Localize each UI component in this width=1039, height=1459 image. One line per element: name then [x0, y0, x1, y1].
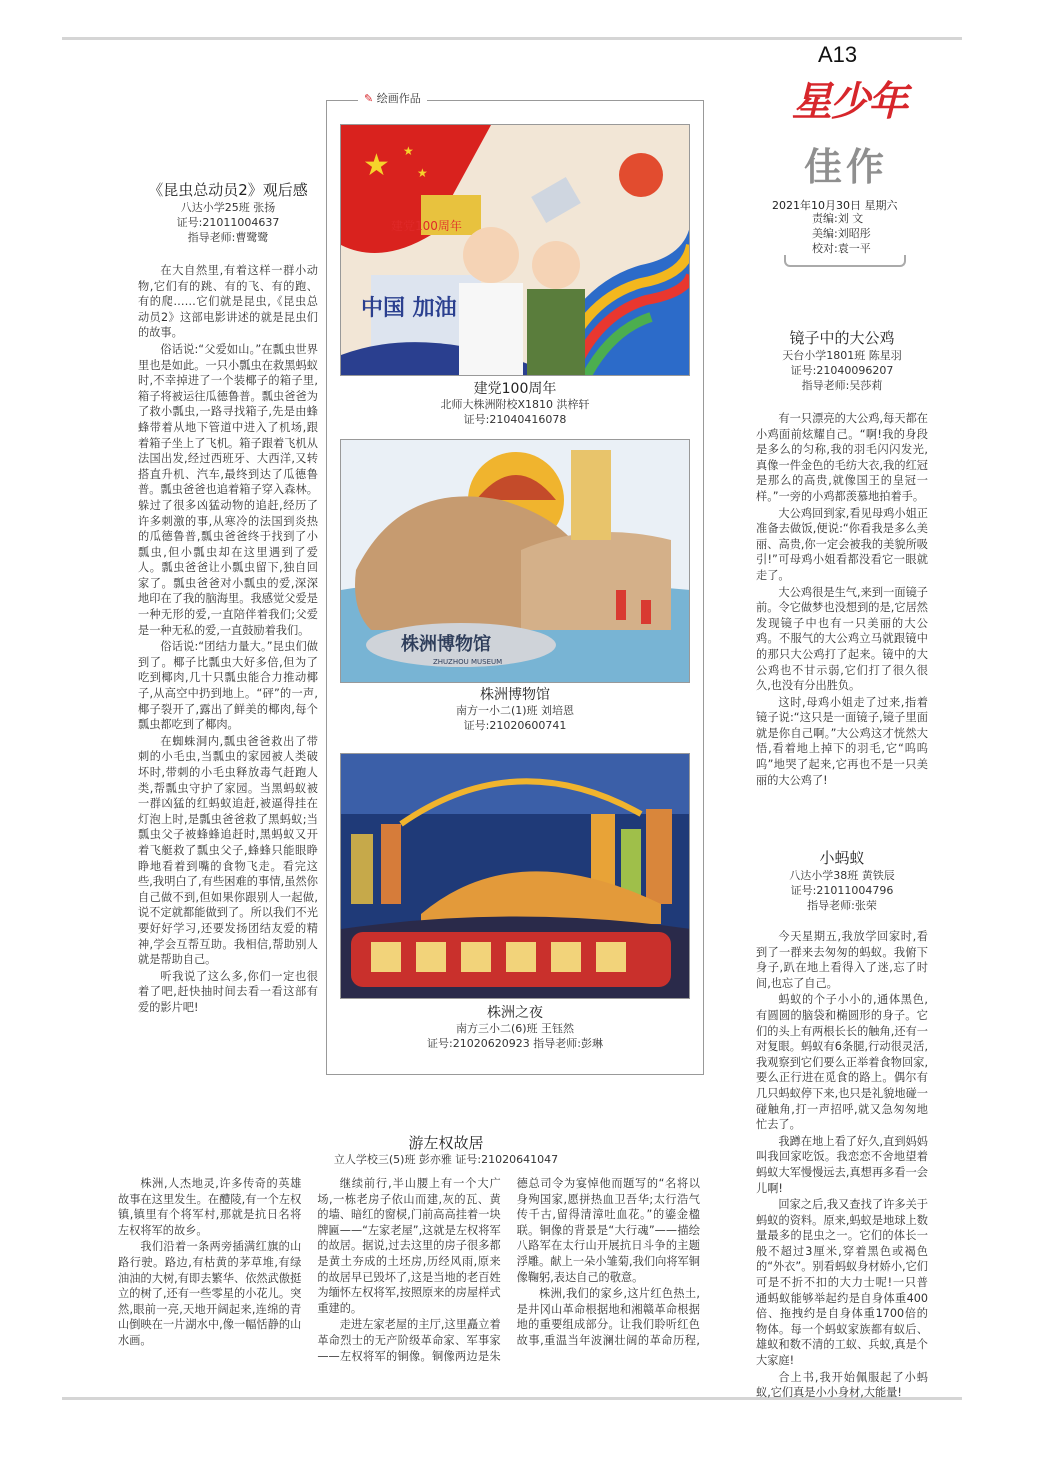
gallery-label-text: 绘画作品: [376, 92, 421, 105]
pencil-icon: ✎: [364, 92, 374, 105]
paragraph: 株洲,人杰地灵,许多传奇的英雄故事在这里发生。在醴陵,有一个左权镇,镇里有个将军村,那就是抗日名将左权将军的故乡。: [118, 1177, 302, 1237]
column-name: 佳作: [804, 145, 889, 189]
painting-author: 南方三小二(6)班 王钰然: [455, 1022, 575, 1035]
paragraph: 在大自然里,有着这样一群小动物,它们有的跳、有的飞、有的跑、有的爬……它们就是昆虫,《昆虫总动员2》这部电影讲述的就是昆虫们的故事。: [138, 264, 318, 340]
painting-title: 株洲博物馆: [480, 687, 550, 703]
painting-title: 株洲之夜: [487, 1005, 543, 1021]
page-number: A13: [818, 42, 858, 67]
article-zuoquan-title: 游左权故居: [408, 1134, 484, 1152]
paragraph: 俗话说:“团结力量大。”昆虫们做到了。椰子比瓢虫大好多倍,但为了吃到椰肉,几十只瓢虫能合力推动椰子,从高空中扔到地上。“砰”的一声,椰子裂开了,露出了鲜美的椰肉,每个瓢虫都吃到了椰肉。: [138, 640, 318, 732]
gallery-label: [358, 90, 427, 106]
paragraph: 在蜘蛛洞内,瓢虫爸爸救出了带刺的小毛虫,当瓢虫的家园被人类破坏时,带刺的小毛虫释放毒气赶跑人类,帮瓢虫守护了家园。当黑蚂蚁被一群凶猛的红蚂蚁追赶,被逼得挂在灯泡上时,是瓢虫爸爸救了黑蚂蚁;当瓢虫父子被蜂蜂追赶时,黑蚂蚁又开着飞艇救了瓢虫父子,蜂蜂只能眼睁睁地看着到嘴的食物飞走。看完这些,我明白了,有些困难的事情,虽然你自己做不到,但如果你跟别人一起做,说不定就都能做到了。所以我们不光要好好学习,还要发扬团结友爱的精神,学会互帮互助。我相信,帮助别人就是帮助自己。: [138, 734, 318, 967]
article-author: 天台小学1801班 陈星羽: [782, 349, 902, 362]
painting-party-centenary: [340, 124, 690, 376]
article-author: 八达小学25班 张扬: [180, 201, 276, 214]
paragraph: 继续前行,半山腰上有一个大广场,一栋老房子依山而建,灰的瓦、黄的墙、暗红的窗棂,门前高高挂着一块牌匾——“左家老屋”,这就是左权将军的故居。据说,过去这里的房子很多都是黄土夯成的土坯房,历经风雨,原来的故居早已毁坏了,这是当地的老百姓为缅怀左权将军,按照原来的房屋样式重建的。: [317, 1177, 501, 1315]
painting-banner-text: 建党100周年: [391, 219, 462, 233]
paragraph: 走进左家老屋的主厅,这里矗立着革命烈士的无产阶级革命家、军事家——左权将军的铜像。铜像两边是朱德总司令为宴悼他而题写的“名将以身殉国家,愿拼热血卫吾华;太行浩气传千古,留得清漳吐血花。”的鎏金楹联。铜像的背景是“大行魂”——描绘八路军在太行山开展抗日斗争的主题浮雕。献上一朵小雏菊,我们向将军铜像鞠躬,表达自己的敬意。: [317, 1177, 700, 1363]
article-author: 八达小学38班 黄铁辰: [789, 869, 895, 882]
paragraph: 这时,母鸡小姐走了过来,指着镜子说:“这只是一面镜子,镜子里面就是你自己啊。”大公鸡这才恍然大悟,看着地上掉下的羽毛,它“呜呜呜”地哭了起来,它再也不是一只美丽的大公鸡了!: [756, 695, 928, 787]
article-cert: 证号:21011004637: [176, 216, 280, 229]
article-cert: 证号:21011004796: [790, 884, 894, 897]
paragraph: 听我说了这么多,你们一定也很着了吧,赶快抽时间去看一看这部有爱的影片吧!: [138, 969, 318, 1014]
painting-sign-text: 株洲博物馆: [401, 634, 491, 655]
svg-text:★: ★: [403, 144, 414, 158]
brand-logo: 星少年: [792, 79, 906, 125]
article-title: 镜子中的大公鸡: [789, 329, 895, 347]
paragraph: 有一只漂亮的大公鸡,每天都在小鸡面前炫耀自己。“啊!我的身段是多么的匀称,我的羽毛闪闪发光,真像一件金色的毛纺大衣,我的红冠是那么的高贵,就像国王的皇冠一样。”一旁的小鸡都羡慕地拍着手。: [756, 412, 928, 503]
painting-zhuzhou-museum: [340, 439, 690, 683]
painting-title: 建党100周年: [473, 381, 557, 397]
article-body: [756, 411, 928, 788]
painting-cert: 证号:21020620923 指导老师:彭琳: [427, 1037, 603, 1050]
editor-line: 美编:刘昭彤: [812, 227, 871, 240]
paragraph: 俗话说:“父爱如山。”在瓢虫世界里也是如此。一只小瓢虫在救黑蚂蚁时,不幸掉进了一个装椰子的箱子里,箱子将被运往瓜德鲁普。瓢虫爸爸为了救小瓢虫,一路寻找箱子,先是由蜂蜂带着从地下管道中进入了机场,跟着箱子坐上了飞机。箱子跟着飞机从法国出发,经过西班牙、大西洋,又转搭直升机、汽车,最终到达了瓜德鲁普。瓢虫爸爸也追着箱子穿入森林。躲过了很多凶猛动物的追赶,经历了许多刺激的事,从寒冷的法国到炎热的瓜德鲁普,瓢虫爸爸终于找到了小瓢虫,但小瓢虫却在这里遇到了爱人。瓢虫爸爸让小瓢虫留下,独自回家了。瓢虫爸爸对小瓢虫的爱,深深地印在了我的脑海里。我感觉父爱是一种无形的爱,一直陪伴着我们;父爱是一种无私的爱,一直鼓励着我们。: [138, 342, 318, 637]
svg-text:★: ★: [417, 166, 428, 180]
article-body: [138, 263, 318, 1016]
top-rule: [62, 37, 962, 40]
article-cert: 证号:21040096207: [790, 364, 894, 377]
painting-author: 北师大株洲附校X1810 洪梓轩: [440, 398, 590, 411]
paragraph: 株洲,我们的家乡,这片红色热土,是井冈山革命根据地和湘赣革命根据地的重要组成部分。让我们聆听红色故事,重温当年波澜壮阔的革命历程,: [516, 1287, 700, 1347]
paragraph: 今天星期五,我放学回家时,看到了一群来去匆匆的蚂蚁。我俯下身子,趴在地上看得入了迷,忘了时间,也忘了自己。: [756, 930, 928, 990]
article-little-ant: [756, 848, 928, 1402]
paragraph: 大公鸡回到家,看见母鸡小姐正准备去做饭,便说:“你看我是多么美丽、高贵,你一定会被我的美貌所吸引!”可母鸡小姐看都没看它一眼就走了。: [756, 506, 928, 582]
page-date: 2021年10月30日 星期六: [772, 199, 898, 212]
article-body: [756, 929, 928, 1401]
painting-author: 南方一小二(1)班 刘培恩: [455, 704, 575, 717]
painting-sign-text: 中国 加油: [361, 296, 457, 321]
paragraph: 大公鸡很是生气,来到一面镜子前。令它做梦也没想到的是,它居然发现镜子中也有一只美丽的大公鸡。不服气的大公鸡立马就跟镜中的那只大公鸡打了起来。镜中的大公鸡也不甘示弱,它们打了很久很久,也没有分出胜负。: [756, 585, 928, 693]
editor-line: 校对:袁一平: [812, 242, 871, 255]
painting-sign-sub: ZHUZHOU MUSEUM: [433, 658, 503, 666]
paragraph: 蚂蚁的个子小小的,通体黑色,有圆圆的脑袋和椭圆形的身子。它们的头上有两根长长的触角,还有一对复眼。蚂蚁有6条腿,行动很灵活,我观察到它们要么正举着食物回家,要么正行进在觅食的路上。偶尔有几只蚂蚁停下来,也只是礼貌地碰一碰触角,打一声招呼,就又急匆匆地忙去了。: [756, 993, 928, 1132]
paragraph: 我蹲在地上看了好久,直到妈妈叫我回家吃饭。我恋恋不舍地望着蚂蚁大军慢慢远去,真想再多看一会儿啊!: [756, 1134, 928, 1195]
masthead-bracket: [784, 255, 906, 267]
article-bugs-movie: [138, 180, 318, 1017]
article-zuoquan-byline: 立人学校三(5)班 彭亦雅 证号:21020641047: [333, 1153, 559, 1166]
painting-cert: 证号:21020600741: [463, 719, 567, 732]
article-teacher: 指导老师:曹鹭鹭: [187, 231, 269, 244]
article-title: 《昆虫总动员2》观后感: [148, 181, 308, 199]
paragraph: 我们沿着一条两旁插满红旗的山路行驶。路边,有枯黄的茅草堆,有绿油油的大树,有即去繁华、依然武傲挺立的树了,还有一些零星的小花儿。突然,眼前一亮,天地开阔起来,连绵的青山倒映在一片湖水中,像一幅恬静的山水画。: [118, 1240, 302, 1347]
article-teacher: 指导老师:张荣: [807, 899, 877, 912]
editor-line: 责编:刘 文: [812, 212, 864, 225]
article-zuoquan-body: [118, 1176, 700, 1376]
article-title: 小蚂蚁: [819, 849, 865, 867]
svg-text:★: ★: [363, 148, 390, 183]
article-teacher: 指导老师:吴莎莉: [801, 379, 883, 392]
editor-list: [812, 211, 871, 256]
paragraph: 合上书,我开始佩服起了小蚂蚁,它们真是小小身材,大能量!: [756, 1370, 928, 1400]
paragraph: 回家之后,我又查找了许多关于蚂蚁的资料。原来,蚂蚁是地球上数量最多的昆虫之一。它们的体长一般不超过3厘米,穿着黑色或褐色的“外衣”。别看蚂蚁身材娇小,它们可是不折不扣的大力士呢!一只普通蚂蚁能够举起约是自身体重400倍、拖拽约是自身体重1700倍的物体。每一个蚂蚁家族都有蚁后、雄蚁和数不清的工蚁、兵蚁,真是个大家庭!: [756, 1198, 928, 1368]
painting-zhuzhou-night: [340, 753, 690, 999]
article-mirror-rooster: [756, 328, 928, 789]
painting-cert: 证号:21040416078: [463, 413, 567, 426]
